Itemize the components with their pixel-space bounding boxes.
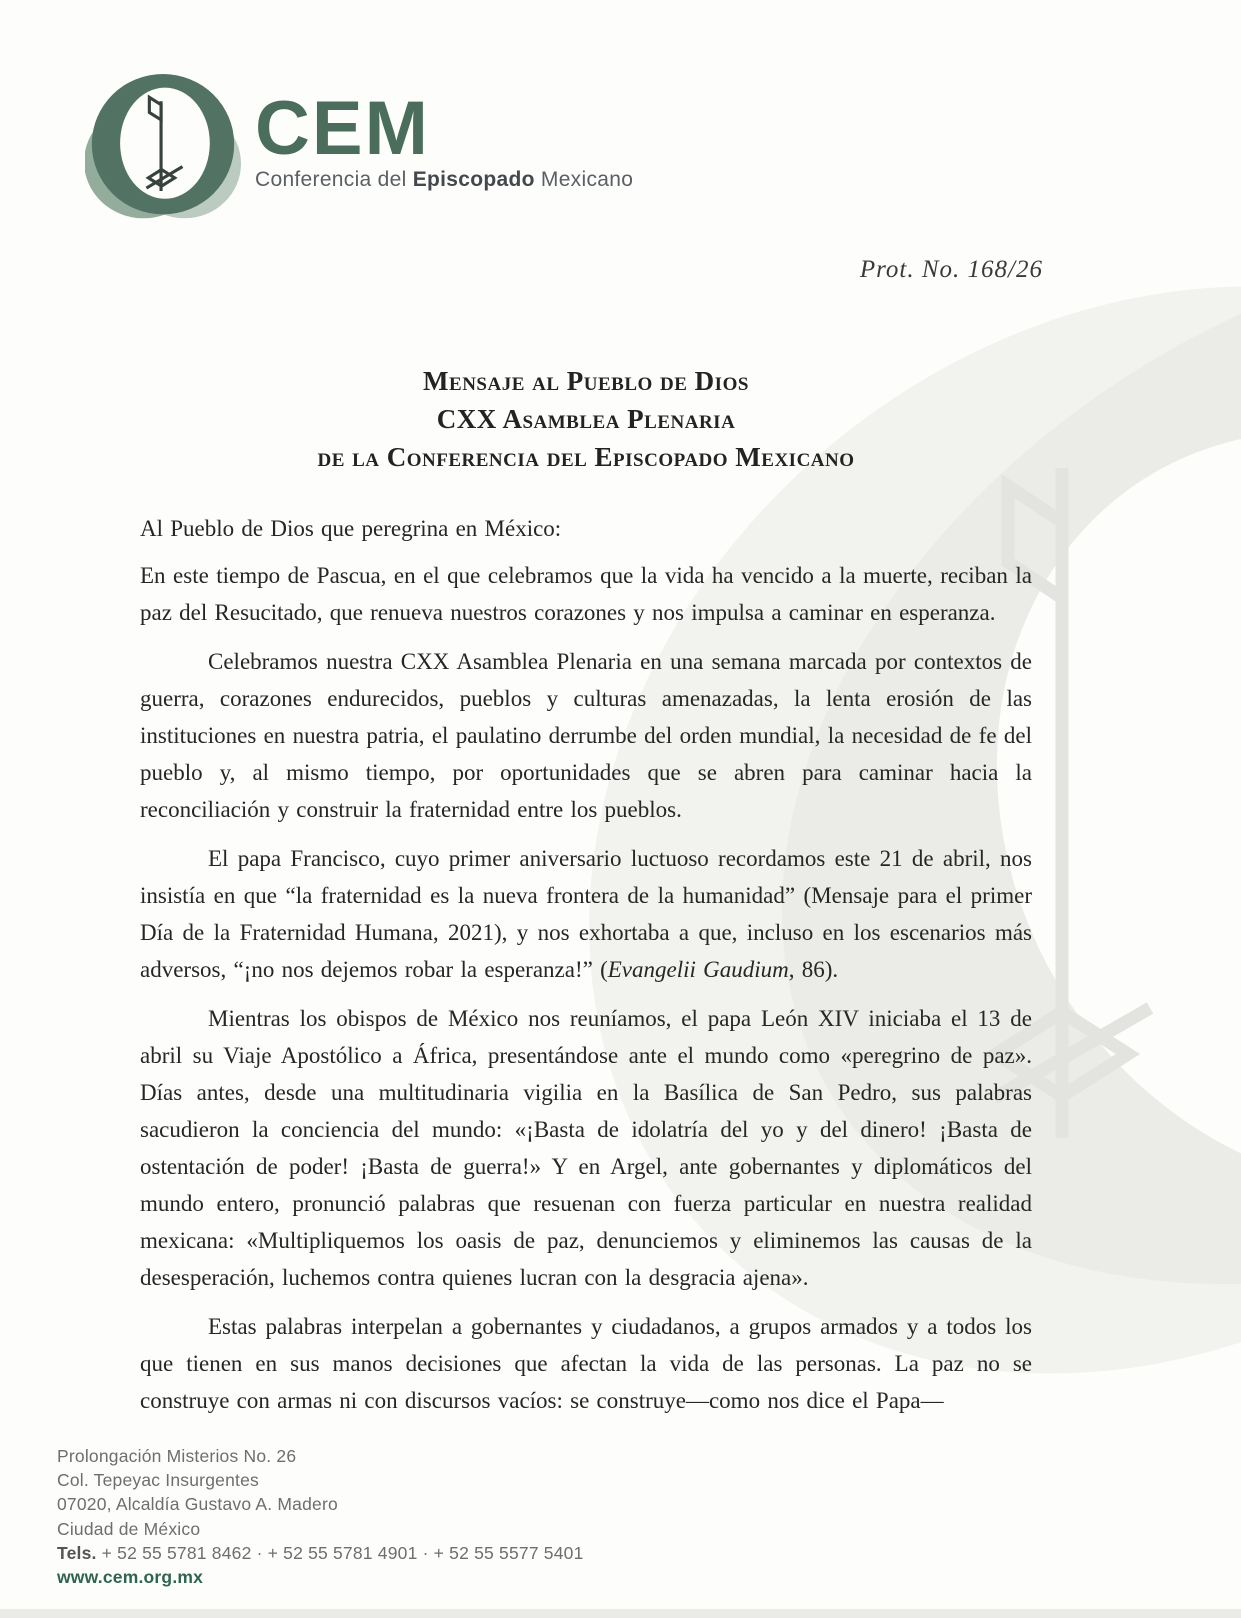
paragraph: En este tiempo de Pascua, en el que celebramos que la vida ha vencido a la muerte, reciban la paz del Resucitado, que renueva nuestros corazones y nos impulsa a caminar en esperanza. — [140, 563, 1032, 625]
title-line-1: Mensaje al Pueblo de Dios — [423, 366, 749, 396]
scan-edge-strip — [0, 1609, 1241, 1618]
protocol-number: Prot. No. 168/26 — [859, 256, 1043, 283]
paragraph: Estas palabras interpelan a gobernantes y ciudadanos, a grupos armados y a todos los que tienen en sus manos decisiones que afectan la vida de las personas. La paz no se construye con armas ni con discursos vacíos: se construye—como nos dice el Papa— — [140, 1314, 1032, 1413]
header-logo — [85, 72, 633, 230]
footer-line-street: Prolongación Misterios No. 26 — [57, 1446, 297, 1466]
footer-address — [57, 1444, 584, 1589]
paragraph: Celebramos nuestra CXX Asamblea Plenaria en una semana marcada por contextos de guerra, corazones endurecidos, pueblos y culturas amenazadas, la lenta erosión de las instituciones en nuestra patria, el paulatino derrumbe del orden mundial, la necesidad de fe del pueblo y, al mismo tiempo, por oportunidades que se abren para caminar hacia la reconciliación y construir la fraternidad entre los pueblos. — [140, 649, 1032, 822]
letter-body — [140, 510, 1032, 1431]
logo-wordmark — [255, 72, 633, 192]
salutation: Al Pueblo de Dios que peregrina en México: — [140, 516, 562, 541]
paragraph: El papa Francisco, cuyo primer aniversario luctuoso recordamos este 21 de abril, nos insistía en que “la fraternidad es la nueva frontera de la humanidad” (Mensaje para el primer Día de la Fraternidad Humana, 2021), y nos exhortaba a que, incluso en los escenarios más adversos, “¡no nos dejemos robar la esperanza!” (Evangelii Gaudium, 86). — [140, 846, 1032, 982]
paragraph: Mientras los obispos de México nos reuníamos, el papa León XIV iniciaba el 13 de abril su Viaje Apostólico a África, presentándose ante el mundo como «peregrino de paz». Días antes, desde una multitudinaria vigilia en la Basílica de San Pedro, sus palabras sacudieron la conciencia del mundo: «¡Basta de idolatría del yo y del dinero! ¡Basta de ostentación de poder! ¡Basta de guerra!» Y en Argel, ante gobernantes y diplomáticos del mundo entero, pronunció palabras que resuenan con fuerza particular en nuestra realidad mexicana: «Multipliquemos los oasis de paz, denunciemos y eliminemos las causas de la desesperación, luchemos contra quienes lucran con la desgracia ajena». — [140, 1006, 1032, 1290]
title-line-3: de la Conferencia del Episcopado Mexicano — [317, 442, 855, 472]
logo-acronym: CEM — [255, 86, 430, 171]
footer-website: www.cem.org.mx — [57, 1567, 204, 1588]
logo-tagline: Conferencia del Episcopado Mexicano — [255, 167, 634, 191]
footer-line-colonia: Col. Tepeyac Insurgentes — [57, 1470, 259, 1491]
cem-logo-icon — [85, 72, 241, 230]
footer-line-city: Ciudad de México — [57, 1518, 201, 1539]
footer-line-phones: Tels. + 52 55 5781 8462 · + 52 55 5781 4901 · + 52 55 5577 5401 — [57, 1542, 584, 1563]
title-line-2: CXX Asamblea Plenaria — [436, 404, 736, 434]
footer-line-alcaldia: 07020, Alcaldía Gustavo A. Madero — [57, 1494, 338, 1515]
document-title — [140, 362, 1032, 476]
